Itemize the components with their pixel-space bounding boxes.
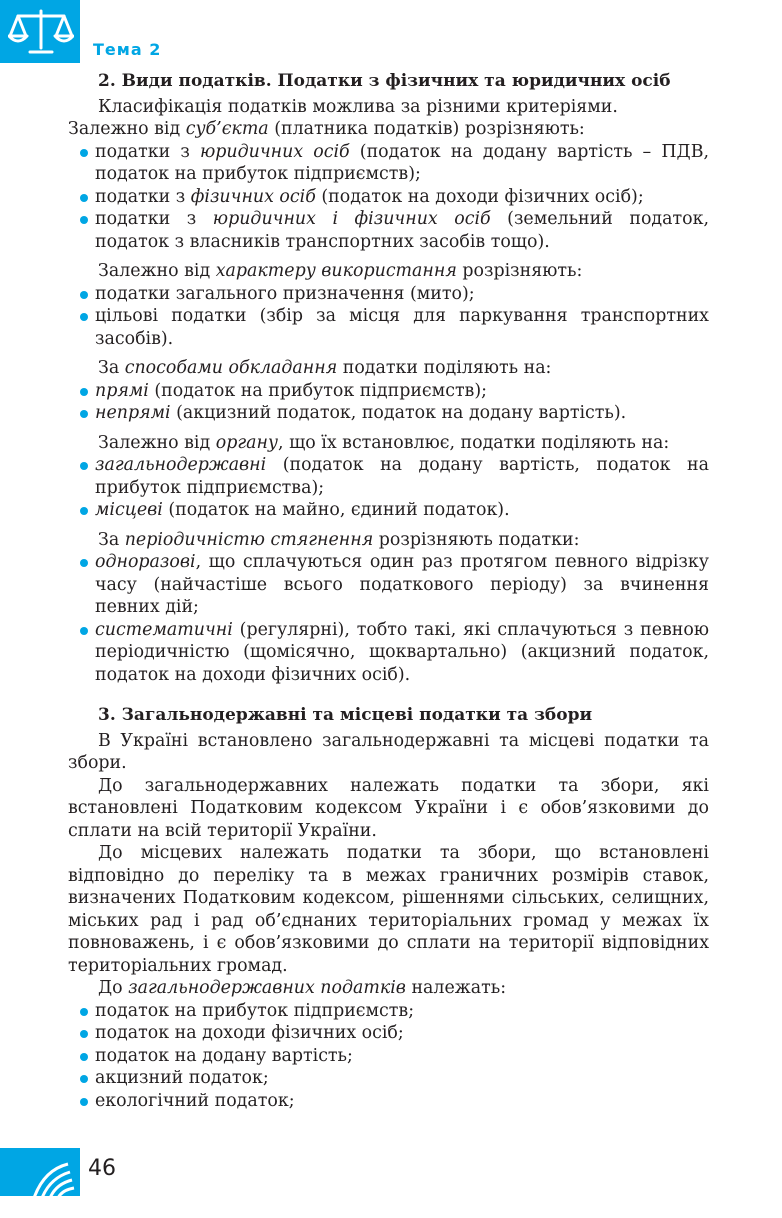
national-taxes-list: [68, 1000, 709, 1113]
footer-corner-box: [0, 1148, 80, 1196]
paragraph: До місцевих належать податки та збори, що встановлені відповідно до переліку та в межах граничних розмірів ставок, визначених Податковим кодексом, рішеннями сільських, селищних, міських рад і рад об’єднаних територіальних громад у межах їх повноважень, і є обов’язковими до сплати на території відповідних територіальних громад.: [68, 843, 709, 976]
paragraph: Класифікація податків можлива за різними критеріями.: [98, 96, 618, 117]
list-item: екологічний податок;: [68, 1090, 709, 1113]
list-item: місцеві (податок на майно, єдиний податок).: [68, 499, 709, 522]
page-number: 46: [88, 1156, 116, 1181]
paragraph: За періодичністю стягнення розрізняють податки:: [98, 529, 580, 550]
list-item: цільові податки (збір за місця для паркування транспортних засобів).: [68, 305, 709, 350]
list-item: податки з юридичних і фізичних осіб (земельний податок, податок з власників транспортних засобів тощо).: [68, 208, 709, 253]
scales-of-justice-icon: [8, 8, 74, 56]
method-list: [68, 380, 709, 425]
header-corner-box: [0, 0, 80, 63]
paragraph: Залежно від органу, що їх встановлює, податки поділяють на:: [98, 432, 670, 453]
list-item: загальнодержавні (податок на додану вартість, податок на прибуток підприємства);: [68, 454, 709, 499]
paragraph: Залежно від суб’єкта (платника податків) розрізняють:: [68, 119, 585, 139]
topic-label: Тема 2: [93, 40, 162, 59]
list-item: прямі (податок на прибуток підприємств);: [68, 380, 709, 403]
paragraph: Залежно від характеру використання розрізняють:: [98, 261, 583, 281]
paragraph: В Україні встановлено загальнодержавні та місцеві податки та збори.: [68, 730, 709, 773]
list-item: податок на доходи фізичних осіб;: [68, 1022, 709, 1045]
subject-list: [68, 141, 709, 254]
page-content: [68, 70, 709, 1112]
paragraph: До загальнодержавних належать податки та збори, які встановлені Податковим кодексом України і є обов’язковими до сплати на всій території України.: [68, 775, 709, 841]
list-item: податок на додану вартість;: [68, 1045, 709, 1068]
period-list: [68, 551, 709, 686]
list-item: податки з юридичних осіб (податок на додану вартість – ПДВ, податок на прибуток підприємств);: [68, 141, 709, 186]
list-item: непрямі (акцизний податок, податок на додану вартість).: [68, 402, 709, 425]
section-2-heading: 2. Види податків. Податки з фізичних та юридичних осіб: [98, 71, 671, 91]
organ-list: [68, 454, 709, 522]
paragraph: За способами обкладання податки поділяють на:: [98, 358, 552, 378]
section-3-heading: 3. Загальнодержавні та місцеві податки та збори: [98, 705, 593, 725]
list-item: податки з фізичних осіб (податок на доходи фізичних осіб);: [68, 186, 709, 209]
list-item: податок на прибуток підприємств;: [68, 1000, 709, 1023]
list-item: систематичні (регулярні), тобто такі, які сплачуються з певною періодичністю (щомісячно, щоквартально) (акцизний податок, податок на доходи фізичних осіб).: [68, 619, 709, 687]
paragraph: До загальнодержавних податків належать:: [98, 978, 507, 998]
list-item: одноразові, що сплачуються один раз протягом певного відрізку часу (найчастіше всього податкового періоду) за вчинення певних дій;: [68, 551, 709, 619]
list-item: податки загального призначення (мито);: [68, 283, 709, 306]
usage-list: [68, 283, 709, 351]
list-item: акцизний податок;: [68, 1067, 709, 1090]
wave-arcs-icon: [0, 1148, 80, 1196]
